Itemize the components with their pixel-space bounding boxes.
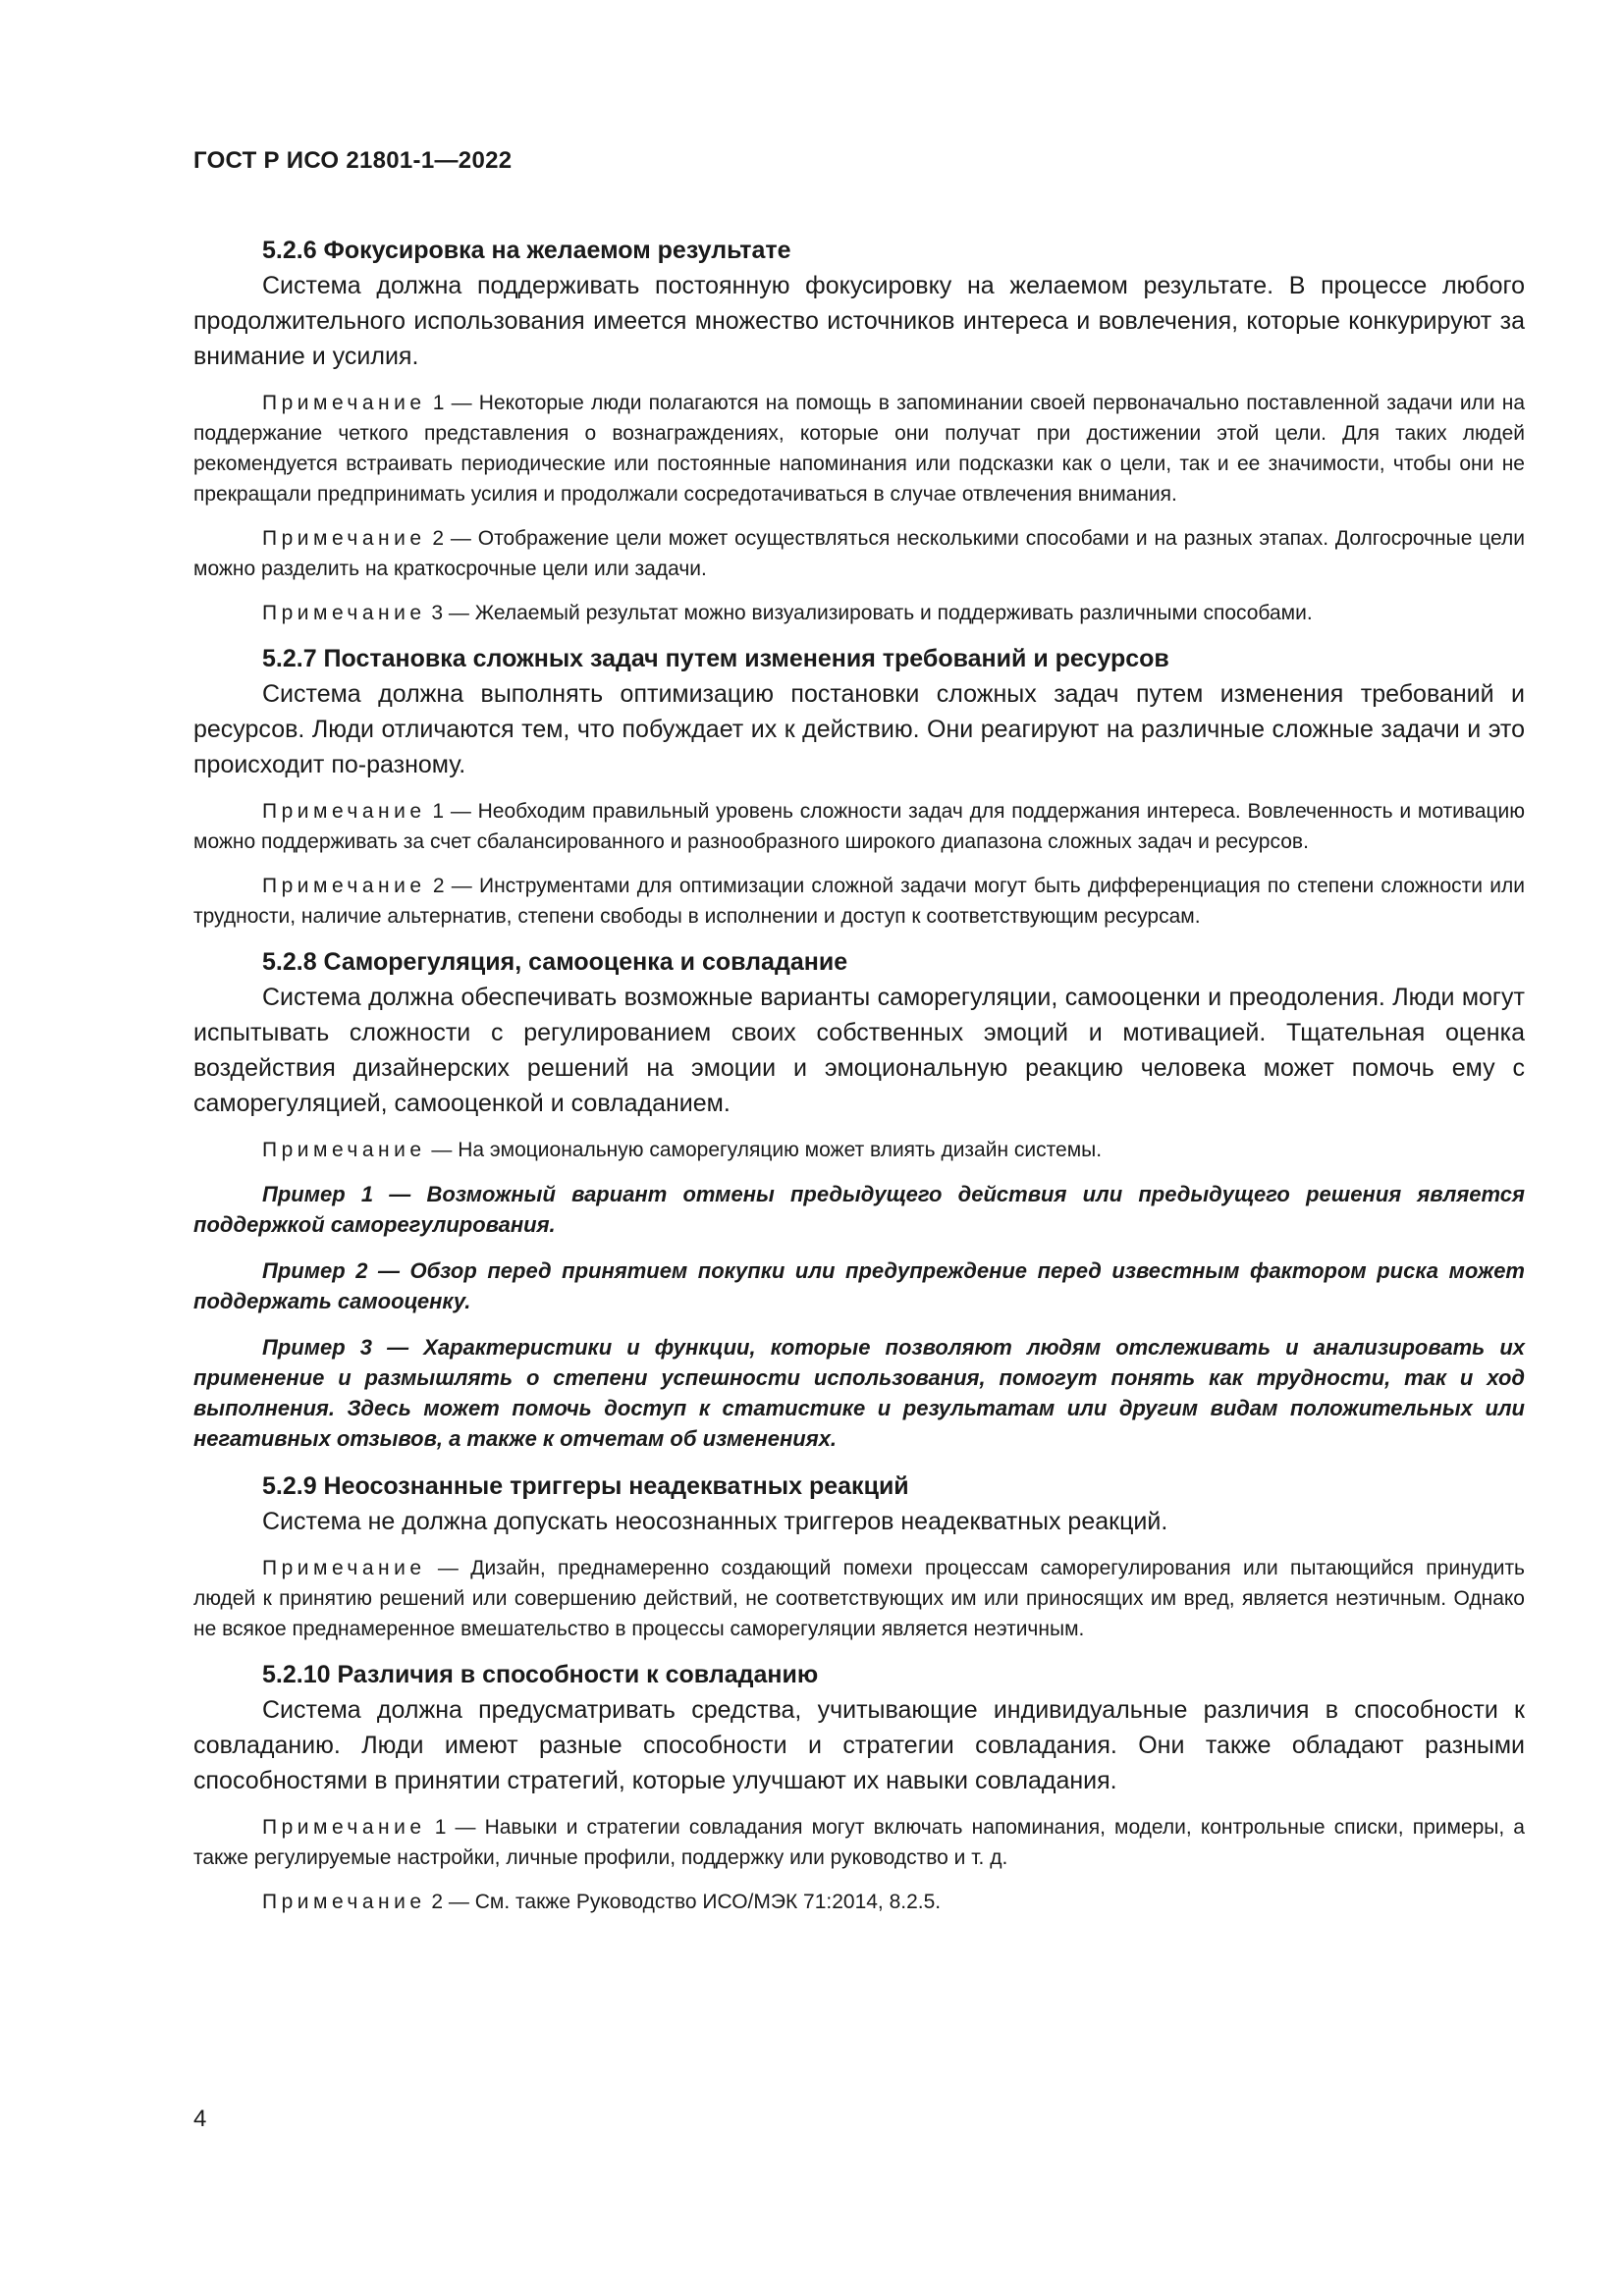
note xyxy=(193,1812,1525,1873)
note-label: Примечание xyxy=(262,800,426,823)
example: Пример 1 — Возможный вариант отмены предыдущего действия или предыдущего решения является поддержкой саморегулирования. xyxy=(193,1182,1525,1237)
section-body: Система должна поддерживать постоянную фокусировку на желаемом результате. В процессе любого продолжительного использования имеется множество источников интереса и вовлечения, которые конкурируют за внимание и усилия. xyxy=(193,272,1525,370)
section-heading: 5.2.8 Саморегуляция, самооценка и совладание xyxy=(262,948,848,976)
note-label: Примечание xyxy=(262,1139,426,1161)
section-body: Система должна обеспечивать возможные варианты саморегуляции, самооценки и преодоления. Люди могут испытывать сложности с регулированием своих собственных эмоций и мотивацией. Тщательная оценка воздействия дизайнерских решений на эмоции и эмоциональную реакцию человека может помочь ему с саморегуляцией, самооценкой и совладанием. xyxy=(193,984,1525,1117)
section-5-2-9 xyxy=(193,1469,1525,1644)
section-heading: 5.2.6 Фокусировка на желаемом результате xyxy=(262,237,791,264)
document-page xyxy=(193,147,1525,1931)
note-label: Примечание xyxy=(262,1891,426,1913)
section-body: Система должна предусматривать средства, учитывающие индивидуальные различия в способности к совладанию. Люди имеют разные способности и стратегии совладания. Они также обладают разными способностями в принятии стратегий, которые улучшают их навыки совладания. xyxy=(193,1696,1525,1794)
note-label: Примечание xyxy=(262,392,426,414)
note xyxy=(193,598,1525,628)
section-5-2-8 xyxy=(193,945,1525,1454)
note-label: Примечание xyxy=(262,1557,426,1579)
note-label: Примечание xyxy=(262,602,426,624)
section-body: Система должна выполнять оптимизацию постановки сложных задач путем изменения требований и ресурсов. Люди отличаются тем, что побуждает их к действию. Они реагируют на различные сложные задачи и это происходит по-разному. xyxy=(193,680,1525,778)
note xyxy=(193,523,1525,584)
section-5-2-7 xyxy=(193,642,1525,932)
page-number: 4 xyxy=(193,2106,207,2132)
note xyxy=(193,1887,1525,1917)
note-text: 2 — См. также Руководство ИСО/МЭК 71:2014, 8.2.5. xyxy=(431,1891,942,1913)
section-body: Система не должна допускать неосознанных триггеров неадекватных реакций. xyxy=(262,1508,1168,1535)
section-5-2-6 xyxy=(193,234,1525,628)
note-label: Примечание xyxy=(262,527,426,550)
note-text: 2 — Отображение цели может осуществляться несколькими способами и на разных этапах. Долгосрочные цели можно разделить на краткосрочные цели или задачи. xyxy=(193,527,1525,580)
note xyxy=(193,1553,1525,1644)
note xyxy=(193,796,1525,857)
example: Пример 2 — Обзор перед принятием покупки или предупреждение перед известным фактором риска может поддержать самооценку. xyxy=(193,1258,1525,1313)
document-header: ГОСТ Р ИСО 21801-1—2022 xyxy=(193,147,513,174)
section-5-2-10 xyxy=(193,1658,1525,1917)
note-text: 1 — Некоторые люди полагаются на помощь в запоминании своей первоначально поставленной задачи или на поддержание четкого представления о вознаграждениях, которые они получат при достижении этой цели. Для таких людей рекомендуется встраивать периодические или постоянные напоминания или подсказки как о цели, так и ее значимости, чтобы они не прекращали предпринимать усилия и продолжали сосредотачиваться в случае отвлечения внимания. xyxy=(193,392,1525,506)
note-text: 1 — Необходим правильный уровень сложности задач для поддержания интереса. Вовлеченность и мотивацию можно поддерживать за счет сбалансированного и разнообразного широкого диапазона сложных задач и ресурсов. xyxy=(193,800,1526,853)
note xyxy=(193,871,1525,932)
note-text: 1 — Навыки и стратегии совладания могут включать напоминания, модели, контрольные списки, примеры, а также регулируемые настройки, личные профили, поддержку или руководство и т. д. xyxy=(193,1816,1525,1869)
note xyxy=(193,388,1525,509)
note-text: 2 — Инструментами для оптимизации сложной задачи могут быть дифференциация по степени сложности или трудности, наличие альтернатив, степени свободы в исполнении и доступ к соответствующим ресурсам. xyxy=(193,875,1525,928)
section-heading: 5.2.7 Постановка сложных задач путем изменения требований и ресурсов xyxy=(262,645,1169,672)
section-heading: 5.2.9 Неосознанные триггеры неадекватных реакций xyxy=(262,1472,909,1500)
note xyxy=(193,1135,1525,1165)
note-text: — На эмоциональную саморегуляцию может влиять дизайн системы. xyxy=(431,1139,1103,1161)
note-label: Примечание xyxy=(262,875,426,897)
note-text: 3 — Желаемый результат можно визуализировать и поддерживать различными способами. xyxy=(431,602,1313,624)
section-heading: 5.2.10 Различия в способности к совладанию xyxy=(262,1661,819,1688)
note-text: — Дизайн, преднамеренно создающий помехи процессам саморегулирования или пытающийся принудить людей к принятию решений или совершению действий, не соответствующих им или приносящих им вред, является неэтичным. Однако не всякое преднамеренное вмешательство в процессы саморегуляции является неэтичным. xyxy=(193,1557,1525,1640)
note-label: Примечание xyxy=(262,1816,426,1839)
example: Пример 3 — Характеристики и функции, которые позволяют людям отслеживать и анализировать их применение и размышлять о степени успешности использования, помогут понять как трудности, так и ход выполнения. Здесь может помочь доступ к статистике и результатам или другим видам положительных или негативных отзывов, а также к отчетам об изменениях. xyxy=(193,1335,1525,1451)
